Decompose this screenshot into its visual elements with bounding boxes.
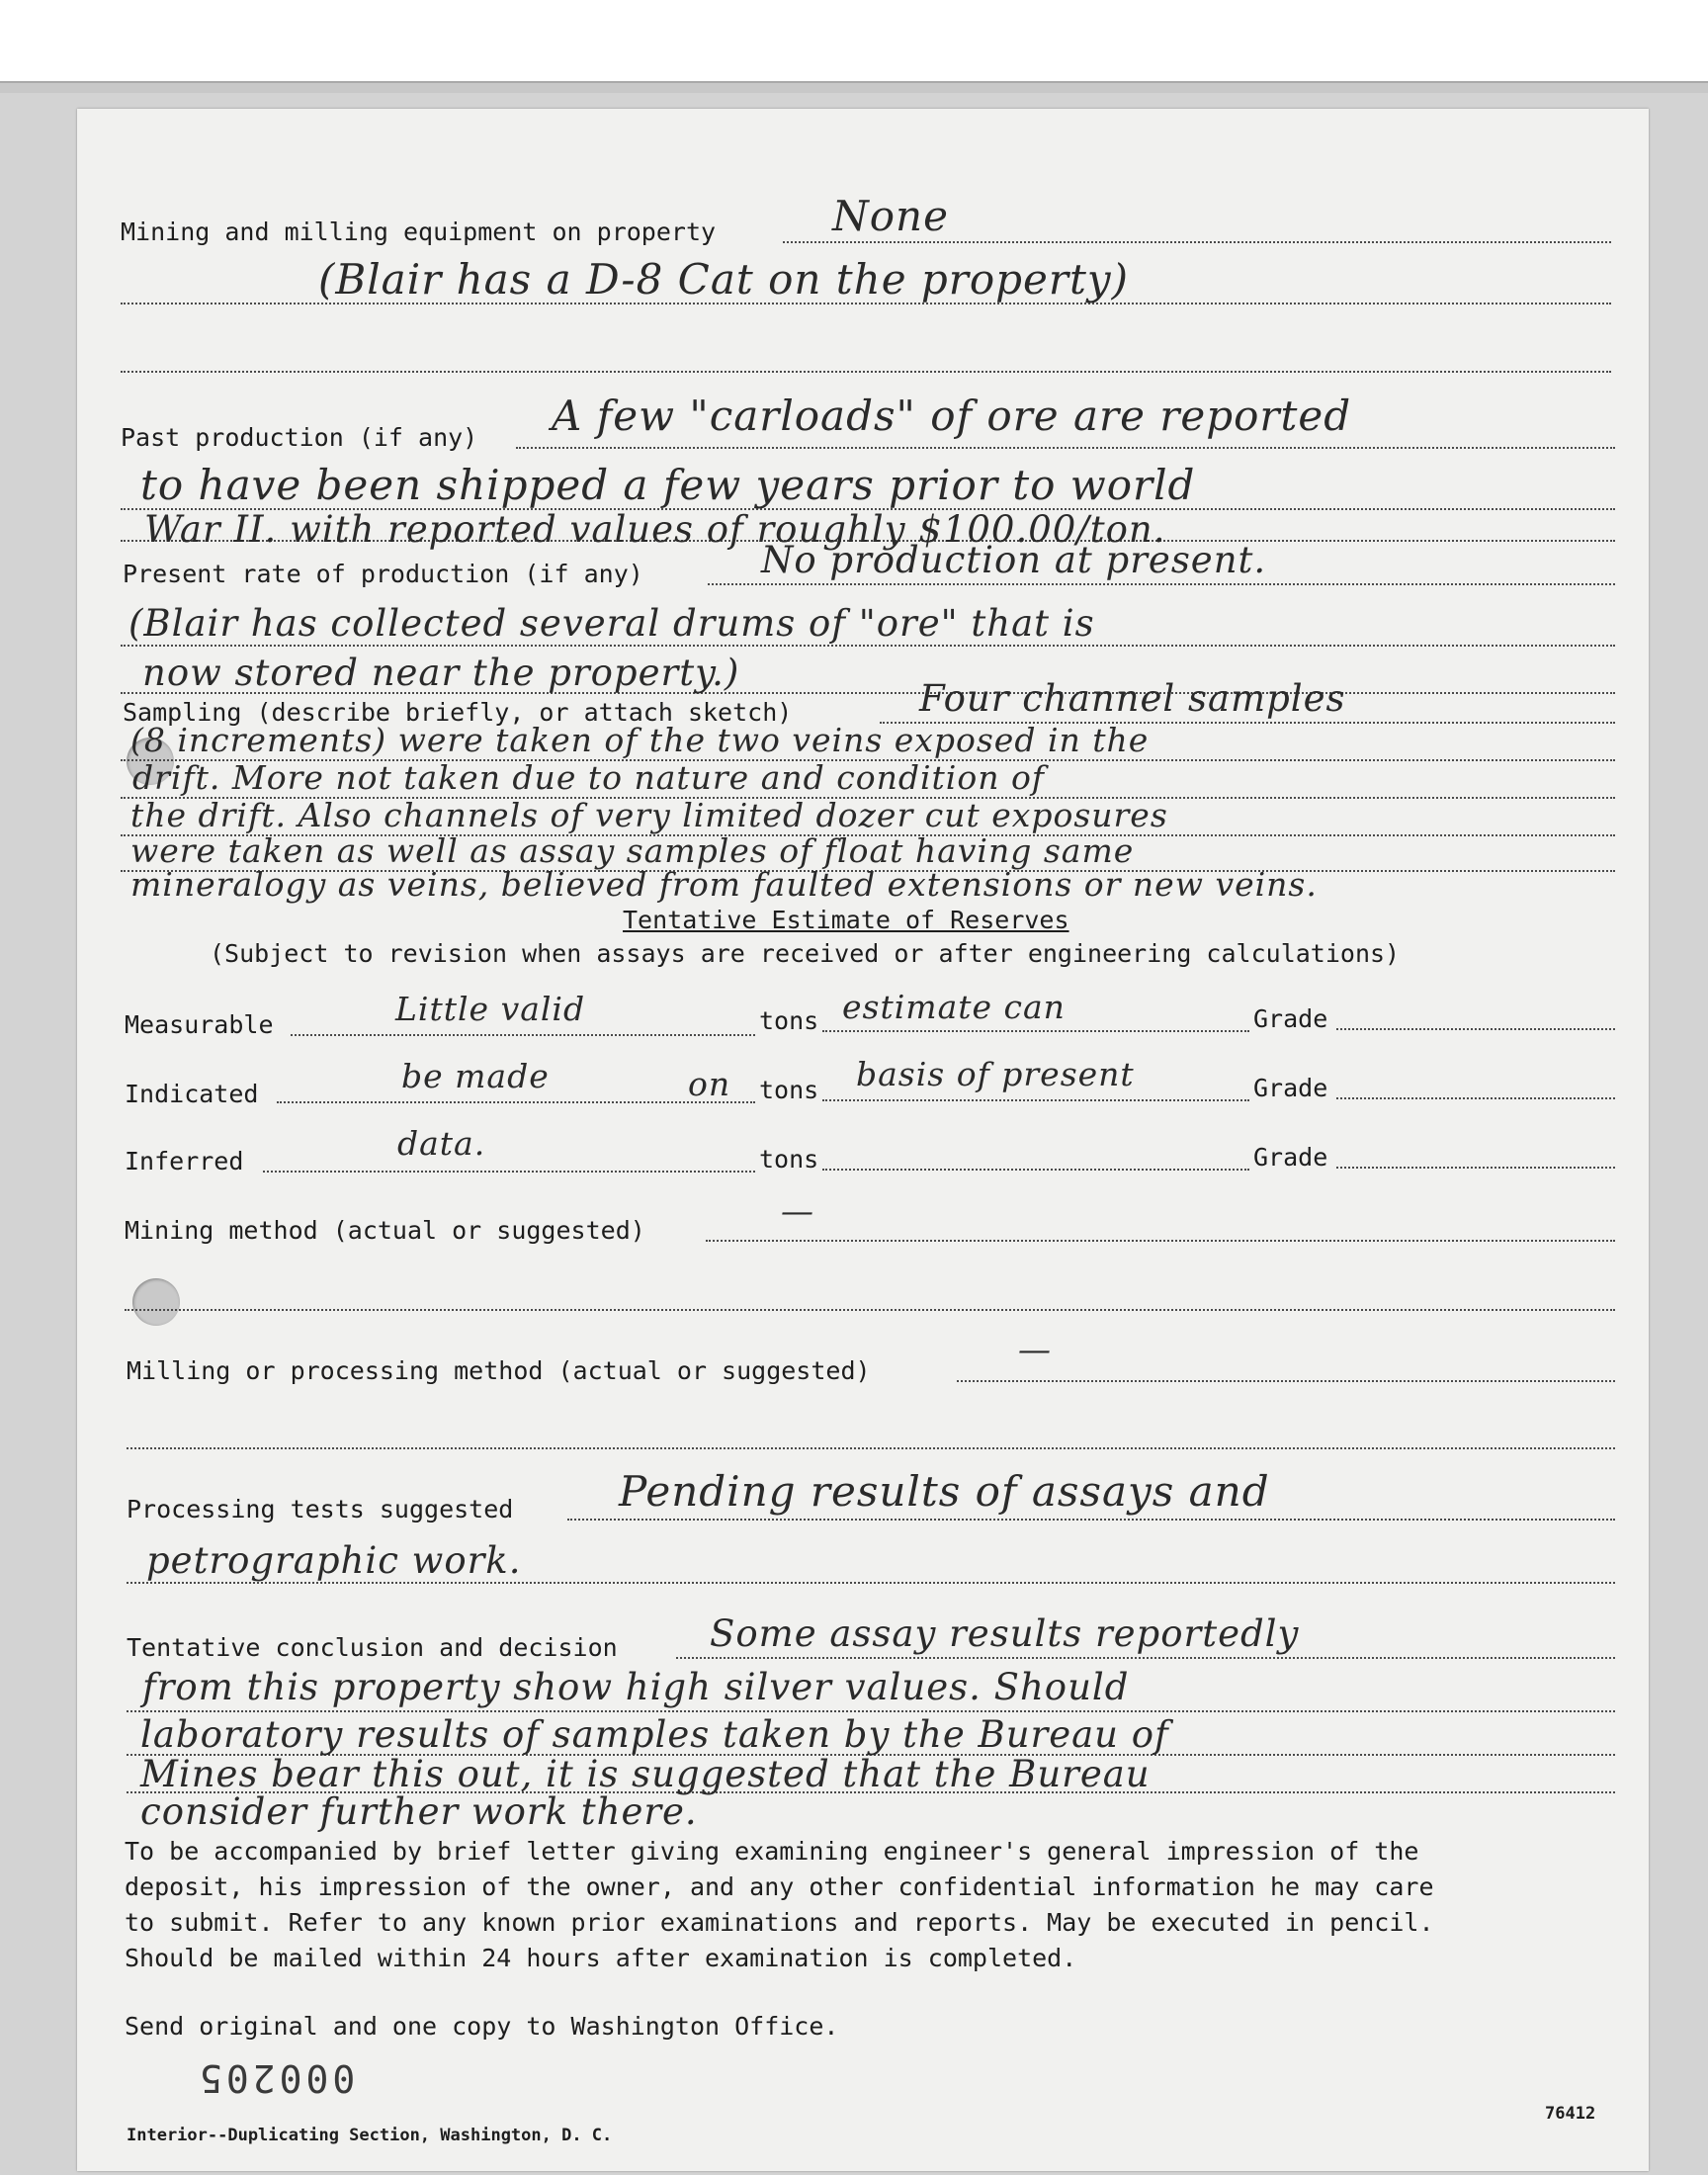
mining-method-value: — xyxy=(781,1191,814,1230)
indicated-value: be made xyxy=(401,1057,550,1095)
past-production-text: to have been shipped a few years prior to world xyxy=(140,461,1196,509)
conclusion-text: consider further work there. xyxy=(140,1790,698,1833)
punch-hole xyxy=(132,1278,180,1326)
instructions-text: To be accompanied by brief letter giving examining engineer's general impression of the deposit, his impression of the owner, and any other confidential information he may care to submit. Refer to any known prior examinations and reports. May be executed in pencil. Should be mailed within 24 hours after examination is completed. xyxy=(125,1837,1434,1972)
indicated-on: on xyxy=(688,1065,731,1103)
indicated-tons-line xyxy=(822,1099,1249,1101)
tons-label: tons xyxy=(759,1006,819,1035)
indicated-label: Indicated xyxy=(125,1080,259,1108)
form-number: 76412 xyxy=(1545,2104,1596,2124)
conclusion-line xyxy=(676,1657,1615,1659)
grade-label: Grade xyxy=(1253,1143,1328,1172)
processing-tests-label: Processing tests suggested xyxy=(127,1495,514,1523)
sampling-text: Four channel samples xyxy=(919,677,1346,720)
conclusion-text: laboratory results of samples taken by the Bureau of xyxy=(140,1713,1169,1756)
document-stamp-number: 000205 xyxy=(196,2056,356,2100)
indicated-line xyxy=(277,1101,755,1103)
processing-tests-line-2 xyxy=(127,1582,1615,1584)
milling-method-value: — xyxy=(1018,1330,1052,1368)
scan-top-margin xyxy=(0,0,1708,81)
sampling-text: the drift. Also channels of very limited dozer cut exposures xyxy=(130,796,1168,834)
grade-label: Grade xyxy=(1253,1004,1328,1033)
milling-method-line-2 xyxy=(127,1447,1615,1449)
measurable-tons-line xyxy=(822,1030,1249,1032)
reserves-subheading: (Subject to revision when assays are received or after engineering calculations) xyxy=(210,939,1401,968)
present-rate-label: Present rate of production (if any) xyxy=(123,560,643,588)
sampling-text: (8 increments) were taken of the two veins exposed in the xyxy=(130,721,1150,759)
indicated-grade-line xyxy=(1336,1097,1615,1099)
mining-method-line xyxy=(706,1240,1615,1242)
reserves-heading: Tentative Estimate of Reserves xyxy=(623,906,1069,934)
processing-tests-text: Pending results of assays and xyxy=(619,1467,1270,1516)
past-production-text: A few "carloads" of ore are reported xyxy=(552,392,1352,440)
past-production-label: Past production (if any) xyxy=(121,423,478,452)
tons-label: tons xyxy=(759,1145,819,1174)
conclusion-text: Mines bear this out, it is suggested that the Bureau xyxy=(140,1753,1151,1795)
inferred-grade-line xyxy=(1336,1167,1615,1169)
equipment-label: Mining and milling equipment on property xyxy=(121,218,717,246)
sampling-label: Sampling (describe briefly, or attach sketch) xyxy=(123,698,793,727)
sampling-text: were taken as well as assay samples of float having same xyxy=(130,831,1135,870)
grade-label: Grade xyxy=(1253,1074,1328,1102)
conclusion-text: from this property show high silver values. Should xyxy=(142,1666,1130,1708)
past-production-line xyxy=(516,447,1615,449)
present-rate-line-2 xyxy=(121,645,1615,647)
measurable-value: Little valid xyxy=(395,990,586,1028)
milling-method-line xyxy=(957,1380,1615,1382)
inferred-tons-line xyxy=(822,1169,1249,1171)
footer-text: Interior--Duplicating Section, Washington, D. C. xyxy=(127,2126,613,2145)
measurable-line xyxy=(291,1034,755,1036)
equipment-line-3 xyxy=(121,371,1611,373)
measurable-tons-value: estimate can xyxy=(842,988,1066,1026)
present-rate-line xyxy=(708,583,1615,585)
milling-method-label: Milling or processing method (actual or suggested) xyxy=(127,1356,871,1385)
conclusion-text: Some assay results reportedly xyxy=(710,1612,1300,1655)
mining-method-line-2 xyxy=(125,1309,1615,1311)
mining-method-label: Mining method (actual or suggested) xyxy=(125,1216,645,1245)
inferred-value: data. xyxy=(397,1124,486,1163)
inferred-label: Inferred xyxy=(125,1147,244,1175)
inferred-line xyxy=(263,1171,755,1173)
present-rate-text: (Blair has collected several drums of "ore" that is xyxy=(128,602,1095,645)
present-rate-text: now stored near the property.) xyxy=(142,652,740,694)
past-production-text: War II. with reported values of roughly $100.00/ton. xyxy=(144,508,1166,551)
send-note: Send original and one copy to Washington Office. xyxy=(125,2012,839,2041)
processing-tests-text: petrographic work. xyxy=(146,1539,522,1582)
tons-label: tons xyxy=(759,1076,819,1104)
conclusion-line-2 xyxy=(127,1710,1615,1712)
measurable-grade-line xyxy=(1336,1028,1615,1030)
conclusion-label: Tentative conclusion and decision xyxy=(127,1633,618,1662)
sampling-text: drift. More not taken due to nature and condition of xyxy=(132,758,1046,797)
equipment-note: (Blair has a D-8 Cat on the property) xyxy=(318,255,1129,304)
sampling-text: mineralogy as veins, believed from faulted extensions or new veins. xyxy=(130,865,1318,904)
present-rate-text: No production at present. xyxy=(761,539,1267,581)
indicated-tons-value: basis of present xyxy=(856,1055,1135,1093)
equipment-value: None xyxy=(832,192,949,240)
equipment-line xyxy=(783,241,1611,243)
scan-edge xyxy=(0,81,1708,93)
measurable-label: Measurable xyxy=(125,1010,274,1039)
processing-tests-line xyxy=(567,1519,1615,1521)
